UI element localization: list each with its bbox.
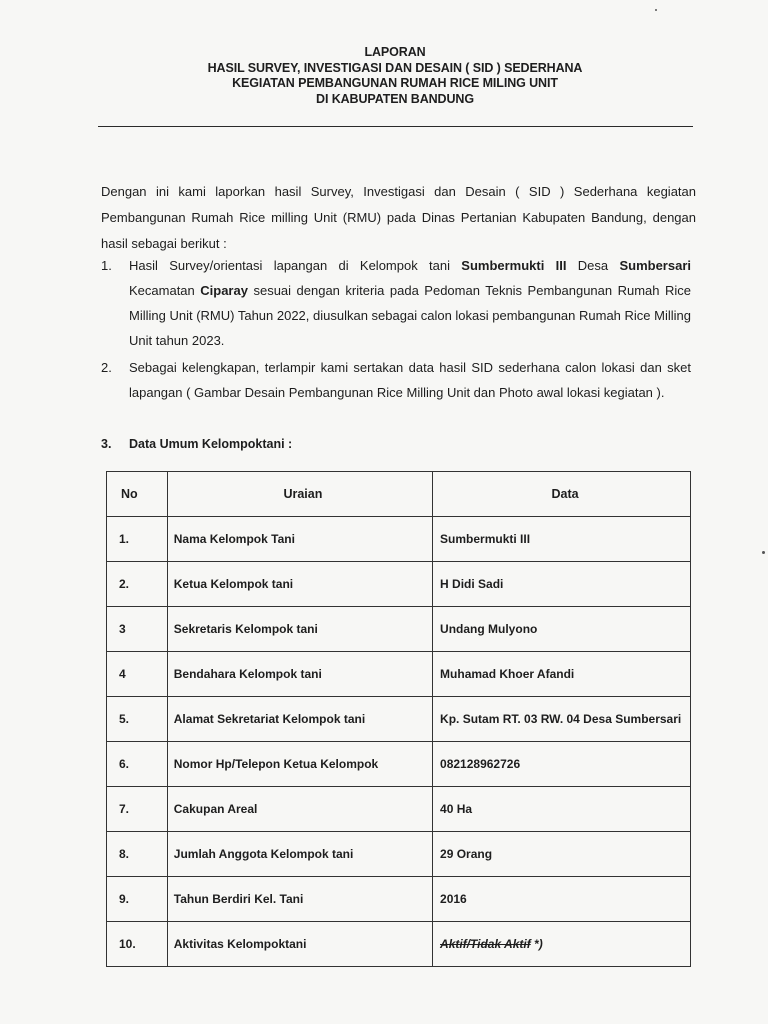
- cell-data: [433, 922, 691, 967]
- cell-data: 29 Orang: [433, 832, 691, 877]
- list-item-number: 2.: [101, 360, 112, 375]
- cell-data: 082128962726: [433, 742, 691, 787]
- cell-no: 1.: [107, 517, 168, 562]
- cell-uraian: Tahun Berdiri Kel. Tani: [167, 877, 432, 922]
- cell-no: 6.: [107, 742, 168, 787]
- cell-no: 7.: [107, 787, 168, 832]
- section-number: 3.: [101, 437, 112, 451]
- scan-speck: [655, 9, 657, 11]
- cell-no: 4: [107, 652, 168, 697]
- data-table: [106, 471, 691, 967]
- table-header-row: [107, 472, 691, 517]
- title-line-1: LAPORAN: [364, 45, 426, 59]
- list-item-text: Hasil Survey/orientasi lapangan di Kelompok tani Sumbermukti III Desa Sumbersari Kecamatan Ciparay sesuai dengan kriteria pada Pedoman Teknis Pembangunan Rumah Rice Milling Unit (RMU) Tahun 2022, diusulkan sebagai calon lokasi pembangunan Rumah Rice Milling Unit tahun 2023.: [129, 258, 692, 348]
- section-label: Data Umum Kelompoktani :: [129, 437, 293, 451]
- cell-uraian: Aktivitas Kelompoktani: [167, 922, 432, 967]
- table-row: [107, 652, 691, 697]
- cell-no: 8.: [107, 832, 168, 877]
- cell-data: 40 Ha: [433, 787, 691, 832]
- table-row: [107, 697, 691, 742]
- table-row: [107, 517, 691, 562]
- cell-no: 3: [107, 607, 168, 652]
- cell-uraian: Jumlah Anggota Kelompok tani: [167, 832, 432, 877]
- title-line-4: DI KABUPATEN BANDUNG: [316, 91, 474, 106]
- intro-paragraph: Dengan ini kami laporkan hasil Survey, Investigasi dan Desain ( SID ) Sederhana kegiatan Pembangunan Rumah Rice milling Unit (RMU) pada Dinas Pertanian Kabupaten Bandung, dengan hasil sebagai berikut :: [101, 184, 696, 251]
- list-item-number: 1.: [101, 258, 112, 273]
- list-item-text: Sebagai kelengkapan, terlampir kami sertakan data hasil SID sederhana calon lokasi dan sket lapangan ( Gambar Desain Pembangunan Rice Milling Unit dan Photo awal lokasi kegiatan ).: [129, 360, 691, 400]
- cell-uraian: Cakupan Areal: [167, 787, 432, 832]
- cell-uraian: Alamat Sekretariat Kelompok tani: [167, 697, 432, 742]
- table-row: [107, 832, 691, 877]
- title-line-3: KEGIATAN PEMBANGUNAN RUMAH RICE MILING UNIT: [232, 76, 558, 90]
- cell-data: Undang Mulyono: [433, 607, 691, 652]
- status-struck-text: Aktif/Tidak Aktif: [440, 937, 531, 951]
- table-row: [107, 742, 691, 787]
- cell-uraian: Nama Kelompok Tani: [167, 517, 432, 562]
- title-divider: [98, 126, 693, 127]
- table-row: [107, 787, 691, 832]
- footnote-marker: *): [530, 937, 543, 951]
- table-row: [107, 877, 691, 922]
- title-line-2: HASIL SURVEY, INVESTIGASI DAN DESAIN ( SID ) SEDERHANA: [207, 60, 583, 75]
- cell-data: Kp. Sutam RT. 03 RW. 04 Desa Sumbersari: [433, 697, 691, 742]
- report-title: [0, 45, 768, 107]
- scan-speck: [762, 551, 765, 554]
- cell-data: Sumbermukti III: [433, 517, 691, 562]
- cell-data: Muhamad Khoer Afandi: [433, 652, 691, 697]
- header-no: No: [107, 472, 168, 517]
- header-data: Data: [433, 472, 691, 517]
- cell-uraian: Bendahara Kelompok tani: [167, 652, 432, 697]
- cell-uraian: Nomor Hp/Telepon Ketua Kelompok: [167, 742, 432, 787]
- header-uraian: Uraian: [167, 472, 432, 517]
- cell-uraian: Sekretaris Kelompok tani: [167, 607, 432, 652]
- table-row: [107, 607, 691, 652]
- cell-no: 5.: [107, 697, 168, 742]
- cell-no: 10.: [107, 922, 168, 967]
- table-row: [107, 562, 691, 607]
- cell-data: 2016: [433, 877, 691, 922]
- cell-no: 9.: [107, 877, 168, 922]
- cell-data: H Didi Sadi: [433, 562, 691, 607]
- table-row: [107, 922, 691, 967]
- cell-uraian: Ketua Kelompok tani: [167, 562, 432, 607]
- cell-no: 2.: [107, 562, 168, 607]
